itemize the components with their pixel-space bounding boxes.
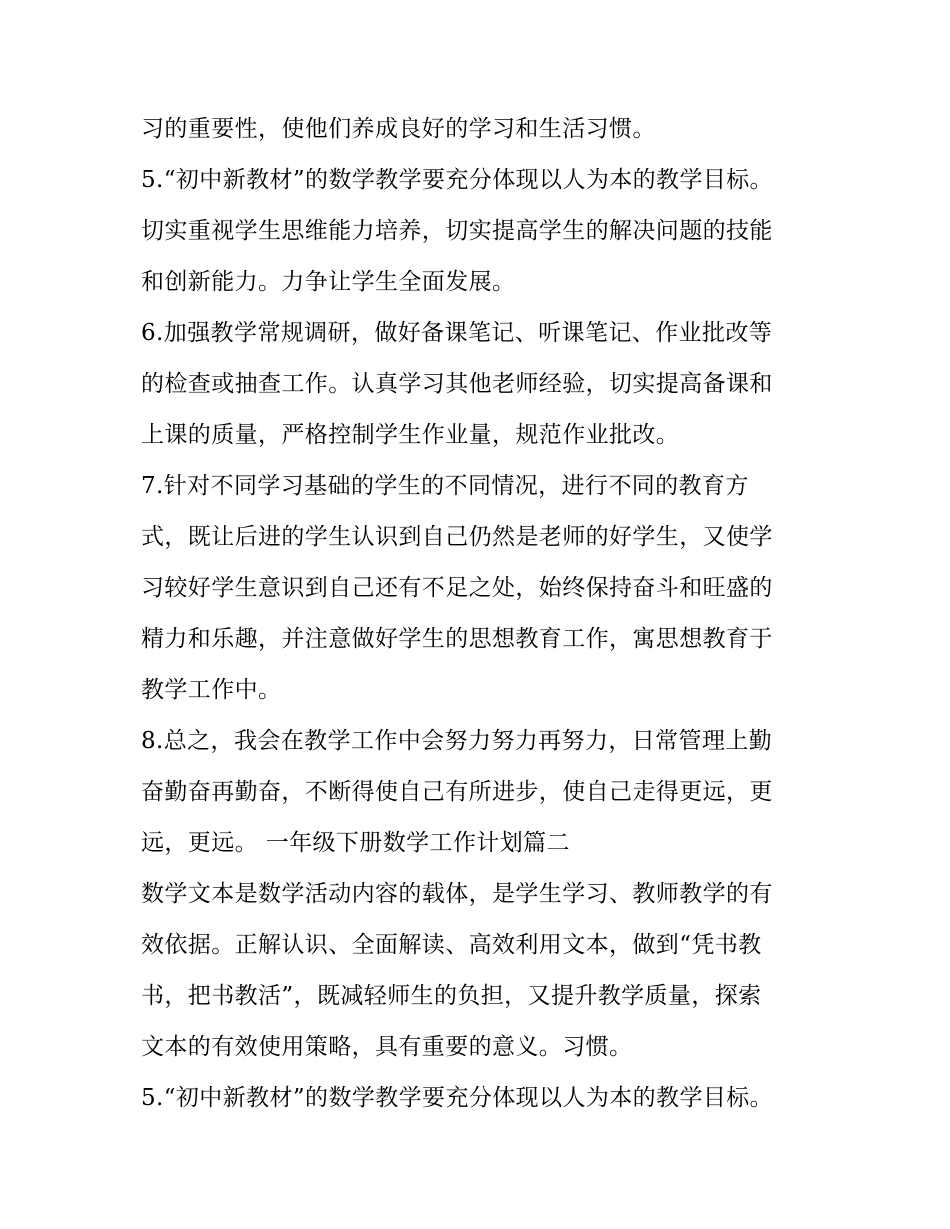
- text-line: 上课的质量，严格控制学生作业量，规范作业批改。: [141, 422, 680, 448]
- text-line: 6.加强教学常规调研，做好备课笔记、听课笔记、作业批改等: [141, 320, 773, 346]
- text-line: 的检查或抽查工作。认真学习其他老师经验，切实提高备课和: [141, 371, 773, 397]
- text-line: 习的重要性，使他们养成良好的学习和生活习惯。: [141, 116, 656, 142]
- text-line: 切实重视学生思维能力培养，切实提高学生的解决问题的技能: [141, 218, 773, 244]
- text-line: 奋勤奋再勤奋，不断得使自己有所进步，使自己走得更远，更: [141, 779, 773, 805]
- text-line: 精力和乐趣，并注意做好学生的思想教育工作，寓思想教育于: [141, 626, 773, 652]
- text-line: 习较好学生意识到自己还有不足之处，始终保持奋斗和旺盛的: [141, 575, 773, 601]
- text-line: 5.“初中新教材”的数学教学要充分体现以人为本的教学目标。: [141, 167, 774, 193]
- text-line: 和创新能力。力争让学生全面发展。: [141, 269, 516, 295]
- text-line: 式，既让后进的学生认识到自己仍然是老师的好学生，又使学: [141, 524, 773, 550]
- text-line: 5.“初中新教材”的数学教学要充分体现以人为本的教学目标。: [141, 1085, 774, 1111]
- text-line: 书，把书教活”，既减轻师生的负担，又提升教学质量，探索: [141, 983, 762, 1009]
- text-line: 数学文本是数学活动内容的载体，是学生学习、教师教学的有: [141, 881, 773, 907]
- text-line: 教学工作中。: [141, 677, 282, 703]
- text-line: 文本的有效使用策略，具有重要的意义。习惯。: [141, 1034, 633, 1060]
- document-body: [141, 104, 821, 1124]
- text-line: 远，更远。 一年级下册数学工作计划篇二: [141, 830, 570, 856]
- text-line: 7.针对不同学习基础的学生的不同情况，进行不同的教育方: [141, 473, 749, 499]
- text-line: 效依据。正解认识、全面解读、高效利用文本，做到“凭书教: [141, 932, 762, 958]
- text-line: 8.总之，我会在教学工作中会努力努力再努力，日常管理上勤: [141, 728, 773, 754]
